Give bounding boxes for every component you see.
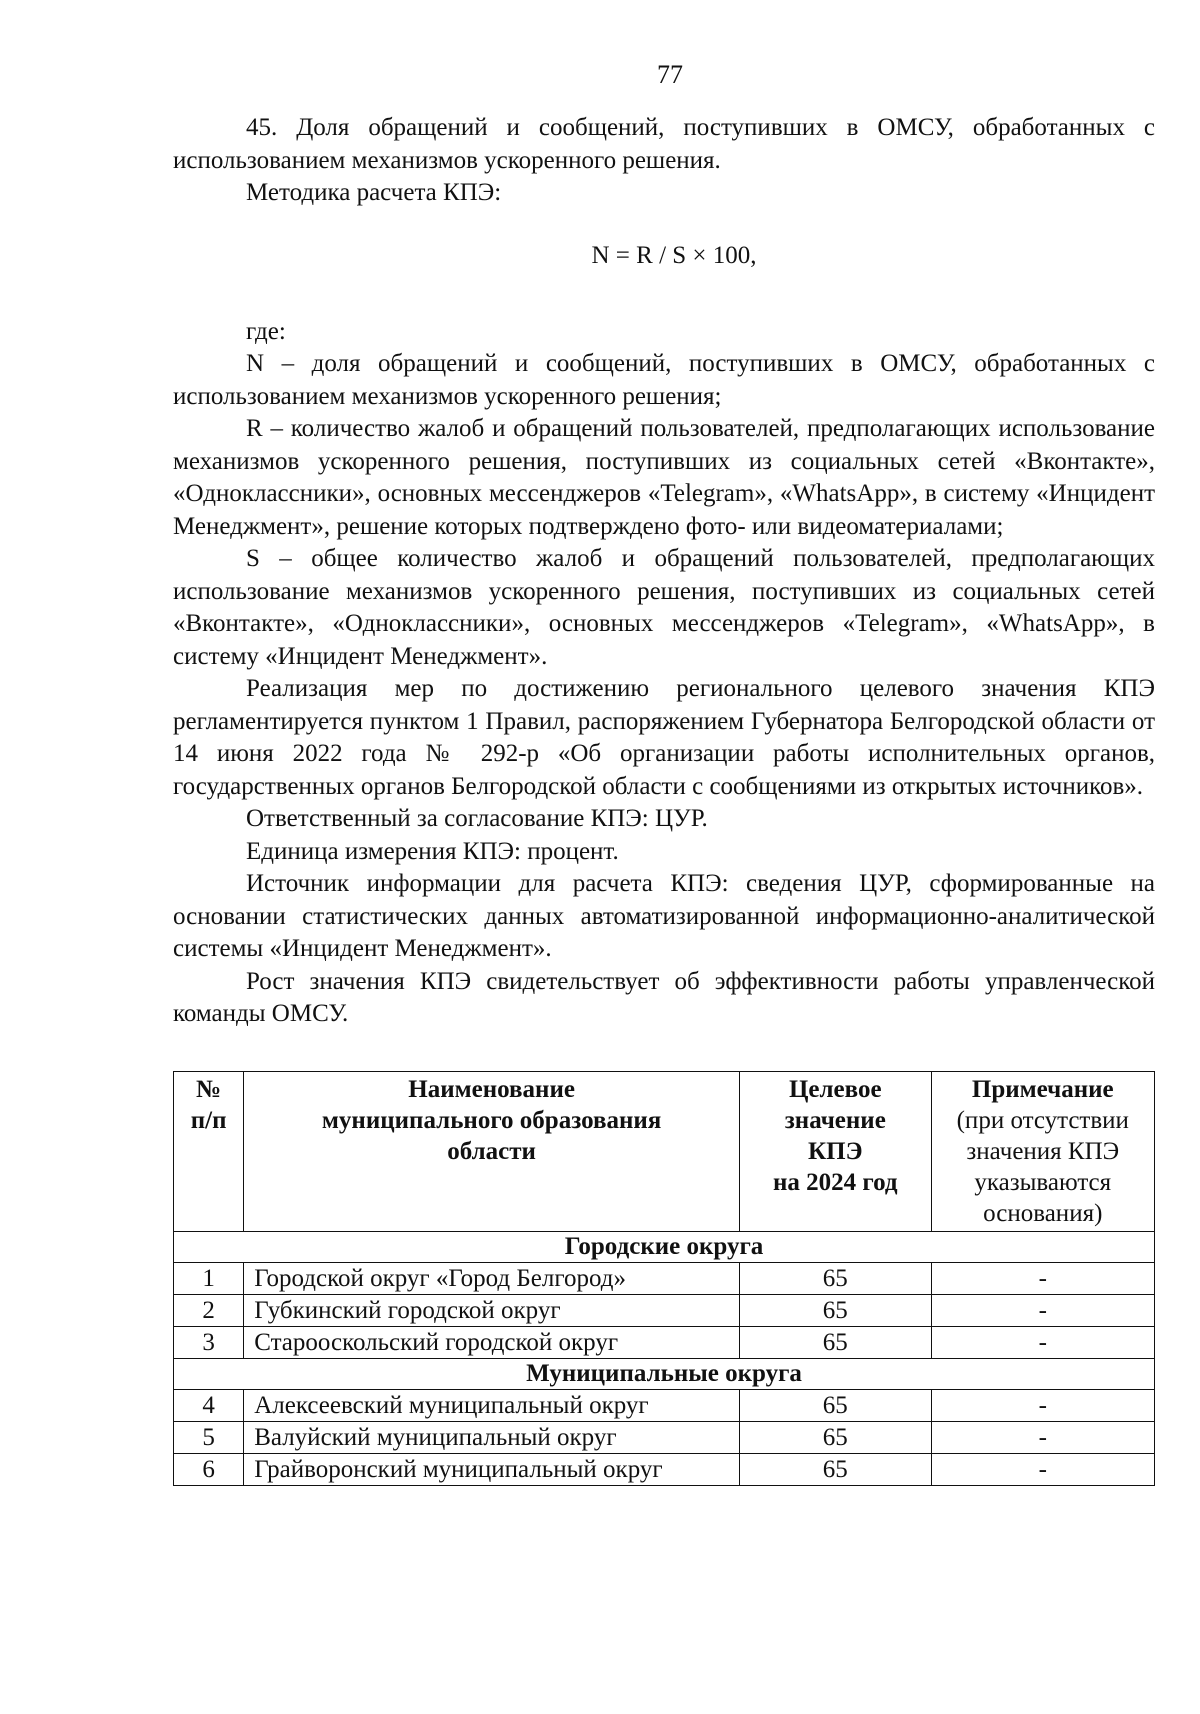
cell-target: 65 [740, 1294, 932, 1326]
cell-name: Валуйский муниципальный округ [244, 1421, 740, 1453]
cell-note: - [931, 1262, 1154, 1294]
header-note-line2: (при отсутствии [956, 1106, 1129, 1134]
table-header-row [174, 1071, 1155, 1231]
header-target [740, 1071, 932, 1231]
header-num-line1: № [196, 1075, 222, 1103]
cell-name: Алексеевский муниципальный округ [244, 1389, 740, 1421]
kpe-table [173, 1071, 1155, 1486]
section-row [174, 1358, 1155, 1389]
header-target-line1: Целевое [788, 1075, 882, 1103]
header-note-line1: Примечание [971, 1075, 1114, 1103]
page-number: 77 [657, 60, 683, 89]
regulation-paragraph: Реализация мер по достижению регионального целевого значения КПЭ регламентируется пунктом 1 Правил, распоряжением Губернатора Белгородской области от 14 июня 2022 года № 292-р «Об организации работы исполнительных органов, государственных органов Белгородской области с сообщениями из открытых источников». [173, 675, 1155, 800]
growth-paragraph: Рост значения КПЭ свидетельствует об эффективности работы управленческой команды ОМСУ. [173, 967, 1155, 1027]
table-row [174, 1326, 1155, 1358]
cell-target: 65 [740, 1453, 932, 1485]
table-row [174, 1262, 1155, 1294]
cell-name: Губкинский городской округ [244, 1294, 740, 1326]
cell-note: - [931, 1389, 1154, 1421]
item-title: 45. Доля обращений и сообщений, поступивших в ОМСУ, обработанных с использованием механизмов ускоренного решения. [173, 114, 1155, 174]
definition-s: S – общее количество жалоб и обращений пользователей, предполагающих использование механизмов ускоренного решения, поступивших из социальных сетей «Вконтакте», «Одноклассники», основных мессенджеров «Telegram», «WhatsApp», в систему «Инцидент Менеджмент». [173, 545, 1155, 670]
header-name-line2: муниципального образования [321, 1106, 662, 1134]
cell-num: 4 [174, 1389, 244, 1421]
cell-target: 65 [740, 1326, 932, 1358]
table-row [174, 1389, 1155, 1421]
cell-target: 65 [740, 1421, 932, 1453]
cell-target: 65 [740, 1389, 932, 1421]
header-num [174, 1071, 244, 1231]
header-target-line4: на 2024 год [773, 1168, 898, 1196]
method-label: Методика расчета КПЭ: [246, 179, 502, 206]
unit-paragraph: Единица измерения КПЭ: процент. [246, 837, 619, 865]
cell-note: - [931, 1294, 1154, 1326]
definition-r: R – количество жалоб и обращений пользователей, предполагающих использование механизмов ускоренного решения, поступивших из социальных сетей «Вконтакте», «Одноклассники», основных мессенджеров «Telegram», «WhatsApp», в систему «Инцидент Менеджмент», решение которых подтверждено фото- или видеоматериалами; [173, 415, 1155, 540]
responsible-paragraph: Ответственный за согласование КПЭ: ЦУР. [246, 805, 708, 832]
header-note-line3: значения КПЭ [966, 1137, 1120, 1165]
where-label: где: [246, 317, 286, 345]
cell-note: - [931, 1326, 1154, 1358]
cell-name: Городской округ «Город Белгород» [244, 1262, 740, 1294]
header-num-line2: п/п [190, 1106, 227, 1134]
section-row [174, 1231, 1155, 1262]
cell-num: 1 [174, 1262, 244, 1294]
cell-name: Старооскольский городской округ [244, 1326, 740, 1358]
cell-num: 2 [174, 1294, 244, 1326]
cell-num: 6 [174, 1453, 244, 1485]
cell-note: - [931, 1453, 1154, 1485]
section-title-urban: Городские округа [174, 1231, 1155, 1262]
header-name-line1: Наименование [408, 1075, 575, 1103]
section-title-municipal: Муниципальные округа [174, 1358, 1155, 1389]
cell-num: 5 [174, 1421, 244, 1453]
cell-target: 65 [740, 1262, 932, 1294]
formula: N = R / S × 100, [591, 241, 757, 269]
header-name [244, 1071, 740, 1231]
cell-note: - [931, 1421, 1154, 1453]
table-row [174, 1294, 1155, 1326]
definition-n: N – доля обращений и сообщений, поступивших в ОМСУ, обработанных с использованием механизмов ускоренного решения; [173, 350, 1155, 410]
cell-name: Грайворонский муниципальный округ [244, 1453, 740, 1485]
source-paragraph: Источник информации для расчета КПЭ: сведения ЦУР, сформированные на основании статистических данных автоматизированной информационно-аналитической системы «Инцидент Менеджмент». [173, 870, 1155, 962]
header-note [931, 1071, 1154, 1231]
header-note-line4: указываются [974, 1168, 1112, 1196]
header-name-line3: области [447, 1137, 536, 1165]
header-target-line2: значение [784, 1106, 886, 1134]
header-note-line5: основания) [983, 1199, 1103, 1227]
header-target-line3: КПЭ [808, 1137, 863, 1165]
document-page [173, 60, 1155, 1486]
table-row [174, 1421, 1155, 1453]
table-row [174, 1453, 1155, 1485]
cell-num: 3 [174, 1326, 244, 1358]
